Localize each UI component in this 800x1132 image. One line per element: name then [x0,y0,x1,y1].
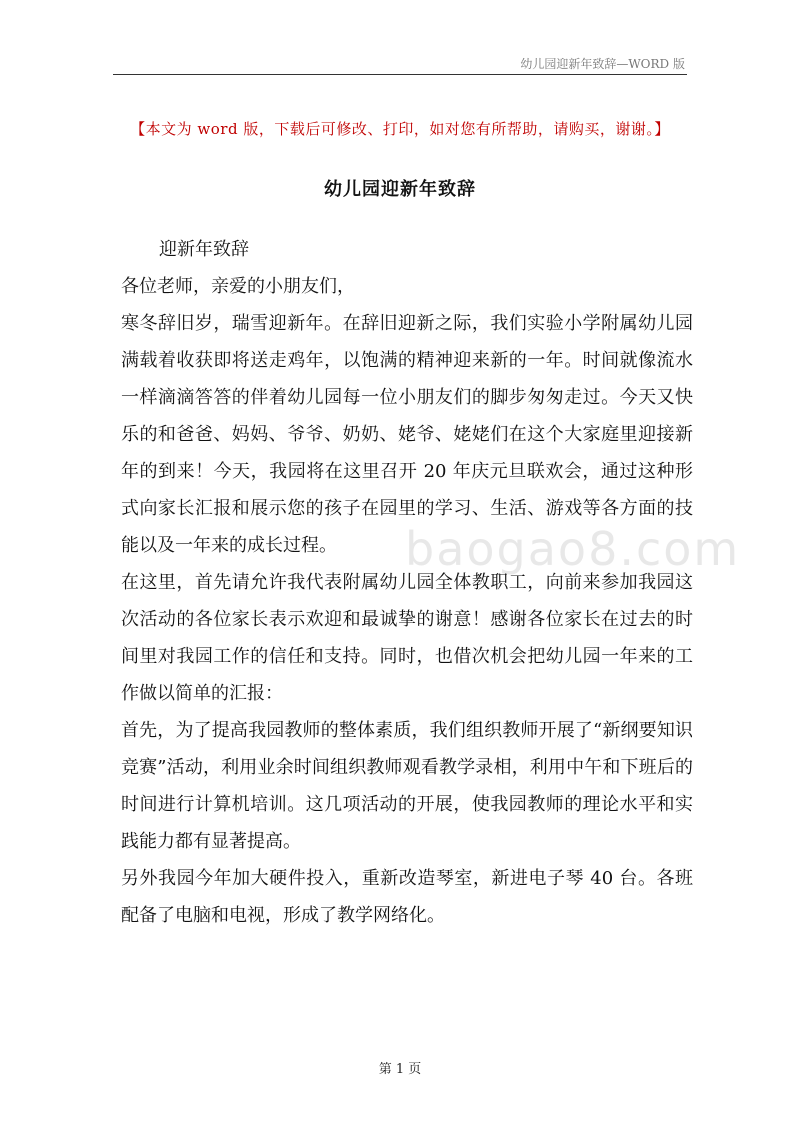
paragraph: 另外我园今年加大硬件投入，重新改造琴室，新进电子琴 40 台。各班配备了电脑和电视，形成了教学网络化。 [121,868,693,926]
header-divider [113,74,687,75]
page-number: 第 1 页 [378,1062,422,1077]
salutation: 各位老师，亲爱的小朋友们， [121,276,355,297]
paragraph: 在这里，首先请允许我代表附属幼儿园全体教职工，向前来参加我园这次活动的各位家长表示欢迎和最诚挚的谢意！感谢各位家长在过去的时间里对我园工作的信任和支持。同时，也借次机会把幼儿园一年来的工作做以简单的汇报： [121,572,693,704]
running-header: 幼儿园迎新年致辞—WORD 版 [520,57,685,71]
document-body [121,231,693,934]
speech-heading: 迎新年致辞 [159,239,249,260]
paragraph: 寒冬辞旧岁，瑞雪迎新年。在辞旧迎新之际，我们实验小学附属幼儿园满载着收获即将送走鸡年，以饱满的精神迎来新的一年。时间就像流水一样滴滴答答的伴着幼儿园每一位小朋友们的脚步匆匆走过。今天又快乐的和爸爸、妈妈、爷爷、奶奶、姥爷、姥姥们在这个大家庭里迎接新年的到来！今天，我园将在这里召开 20 年庆元旦联欢会，通过这种形式向家长汇报和展示您的孩子在园里的学习、生活、游戏等各方面的技能以及一年来的成长过程。 [121,313,693,556]
watermark: baogao8.com [405,522,741,576]
paragraph: 首先，为了提高我园教师的整体素质，我们组织教师开展了“新纲要知识竞赛”活动，利用业余时间组织教师观看教学录相，利用中午和下班后的时间进行计算机培训。这几项活动的开展，使我园教师的理论水平和实践能力都有显著提高。 [121,720,693,852]
purchase-notice: 【本文为 word 版，下载后可修改、打印，如对您有所帮助，请购买，谢谢。】 [130,120,670,138]
page-title: 幼儿园迎新年致辞 [324,179,476,200]
